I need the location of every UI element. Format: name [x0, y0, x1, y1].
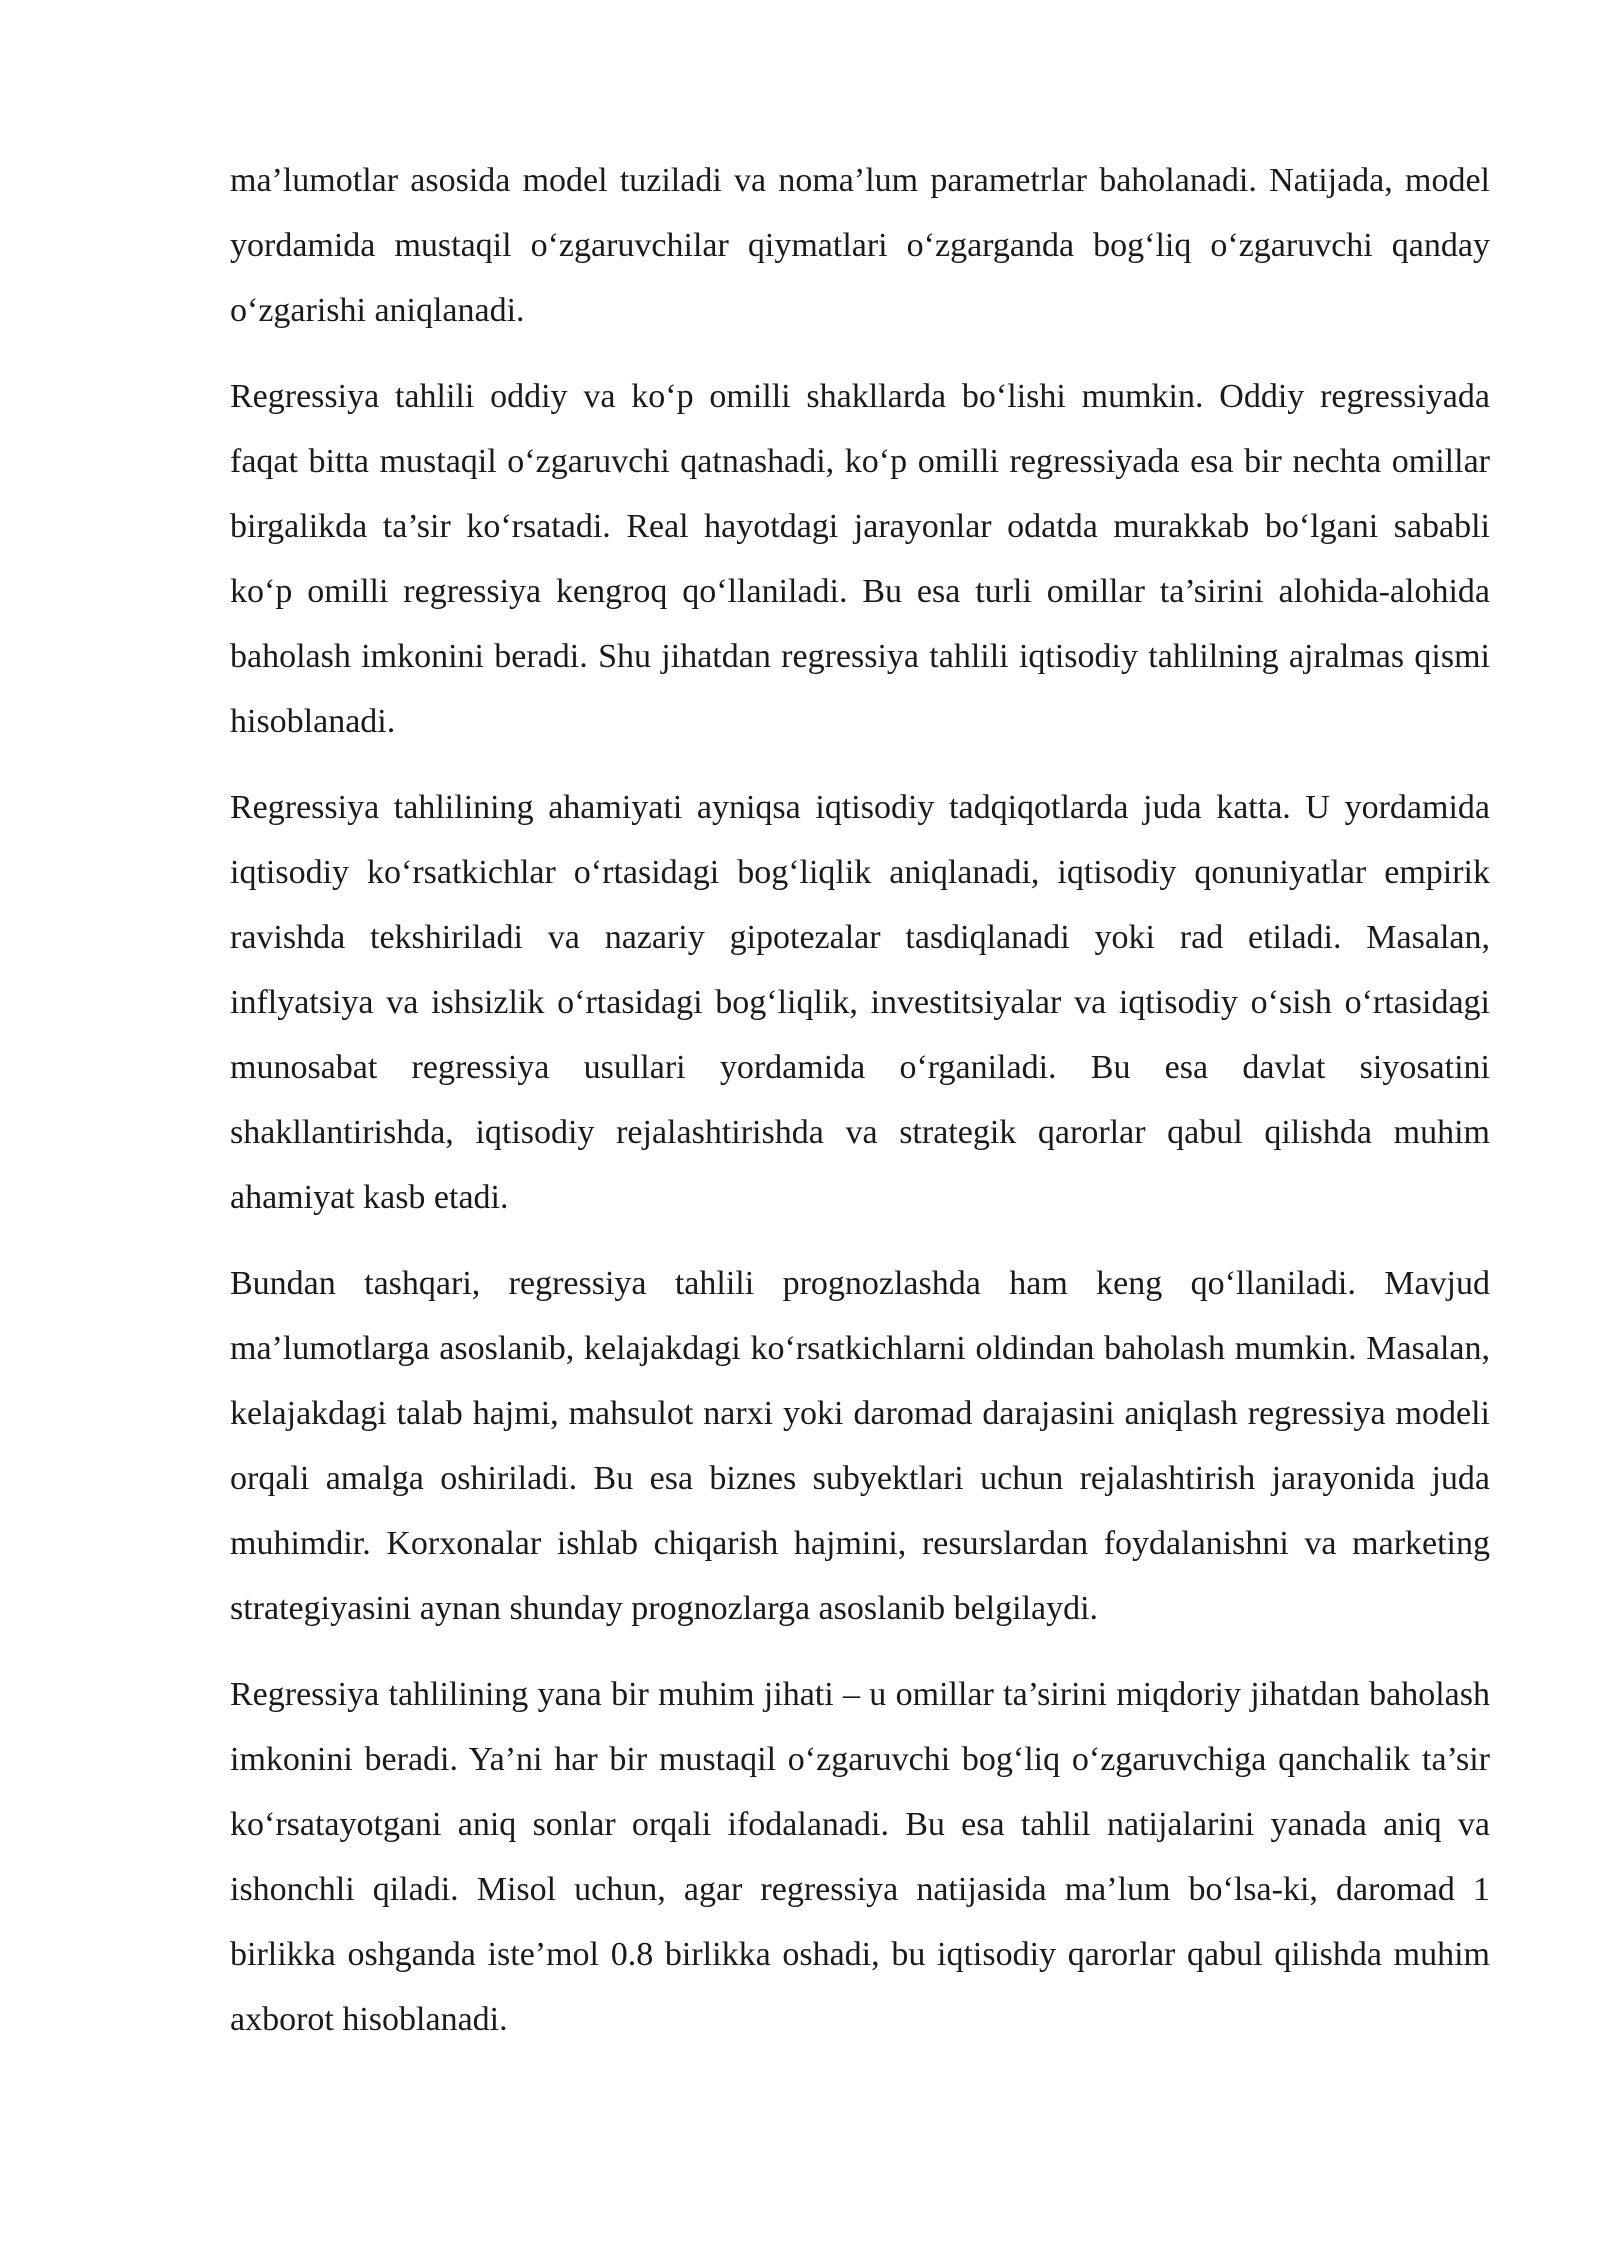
paragraph-2: Regressiya tahlili oddiy va ko‘p omilli shakllarda bo‘lishi mumkin. Oddiy regressiyada faqat bitta mustaqil o‘zgaruvchi qatnashadi, ko‘p omilli regressiyada esa bir nechta omillar birgalikda ta’sir ko‘rsatadi. Real hayotdagi jarayonlar odatda murakkab bo‘lgani sababli ko‘p omilli regressiya kengroq qo‘llaniladi. Bu esa turli omillar ta’sirini alohida-alohida baholash imkonini beradi. Shu jihatdan regressiya tahlili iqtisodiy tahlilning ajralmas qismi hisoblanadi.	[230, 378, 1490, 740]
paragraph-3: Regressiya tahlilining ahamiyati ayniqsa iqtisodiy tadqiqotlarda juda katta. U yordamida iqtisodiy ko‘rsatkichlar o‘rtasidagi bog‘liqlik aniqlanadi, iqtisodiy qonuniyatlar empirik ravishda tekshiriladi va nazariy gipotezalar tasdiqlanadi yoki rad etiladi. Masalan, inflyatsiya va ishsizlik o‘rtasidagi bog‘liqlik, investitsiyalar va iqtisodiy o‘sish o‘rtasidagi munosabat regressiya usullari yordamida o‘rganiladi. Bu esa davlat siyosatini shakllantirishda, iqtisodiy rejalashtirishda va strategik qarorlar qabul qilishda muhim ahamiyat kasb etadi.	[230, 789, 1490, 1216]
paragraph-5: Regressiya tahlilining yana bir muhim jihati – u omillar ta’sirini miqdoriy jihatdan baholash imkonini beradi. Ya’ni har bir mustaqil o‘zgaruvchi bog‘liq o‘zgaruvchiga qanchalik ta’sir ko‘rsatayotgani aniq sonlar orqali ifodalanadi. Bu esa tahlil natijalarini yanada aniq va ishonchli qiladi. Misol uchun, agar regressiya natijasida ma’lum bo‘lsa-ki, daromad 1 birlikka oshganda iste’mol 0.8 birlikka oshadi, bu iqtisodiy qarorlar qabul qilishda muhim axborot hisoblanadi.	[230, 1676, 1490, 2038]
paragraph-1: ma’lumotlar asosida model tuziladi va noma’lum parametrlar baholanadi. Natijada, model yordamida mustaqil o‘zgaruvchilar qiymatlari o‘zgarganda bog‘liq o‘zgaruvchi qanday o‘zgarishi aniqlanadi.	[230, 162, 1490, 329]
document-body	[230, 148, 1490, 2052]
paragraph-4: Bundan tashqari, regressiya tahlili prognozlashda ham keng qo‘llaniladi. Mavjud ma’lumotlarga asoslanib, kelajakdagi ko‘rsatkichlarni oldindan baholash mumkin. Masalan, kelajakdagi talab hajmi, mahsulot narxi yoki daromad darajasini aniqlash regressiya modeli orqali amalga oshiriladi. Bu esa biznes subyektlari uchun rejalashtirish jarayonida juda muhimdir. Korxonalar ishlab chiqarish hajmini, resurslardan foydalanishni va marketing strategiyasini aynan shunday prognozlarga asoslanib belgilaydi.	[230, 1265, 1490, 1627]
